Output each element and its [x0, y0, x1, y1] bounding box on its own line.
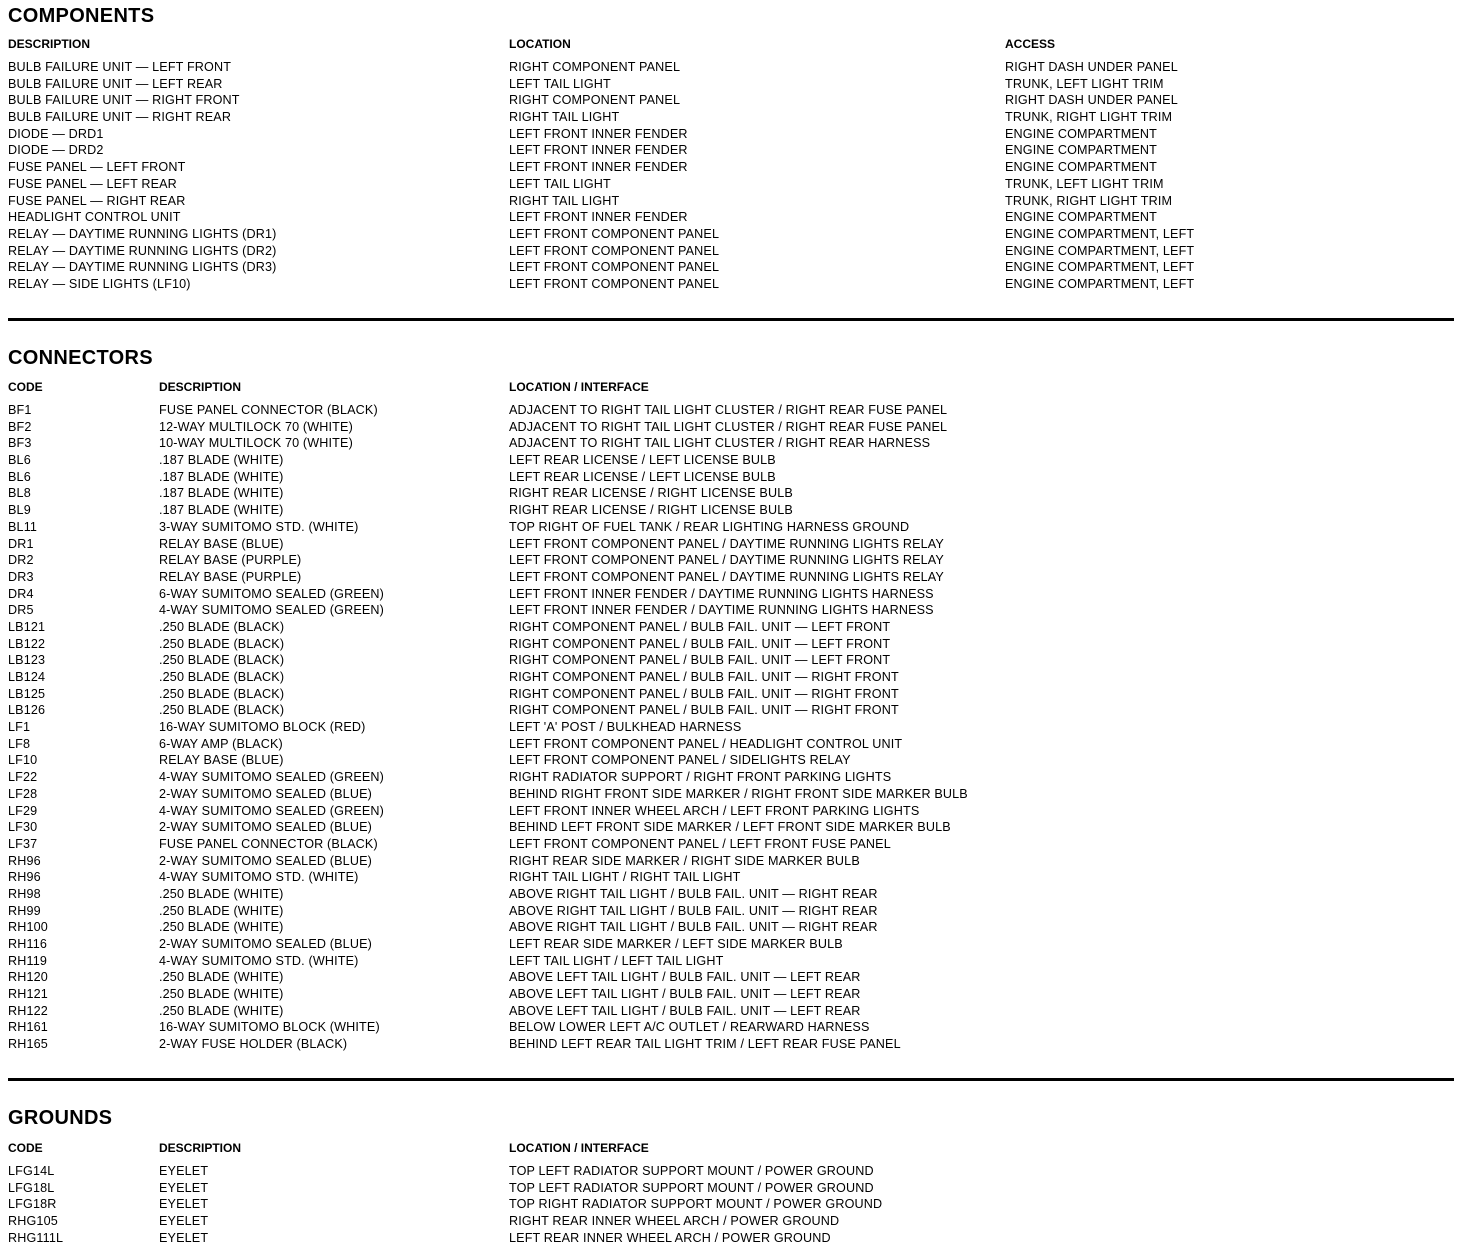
table-row [8, 736, 1454, 753]
ground-location: TOP RIGHT RADIATOR SUPPORT MOUNT / POWER GROUND [509, 1197, 883, 1212]
connector-description: FUSE PANEL CONNECTOR (BLACK) [159, 836, 378, 851]
component-description: FUSE PANEL — RIGHT REAR [8, 193, 186, 208]
table-row [8, 1019, 1454, 1036]
section-divider [8, 318, 1454, 321]
ground-code: LFG14L [8, 1164, 55, 1178]
connector-code: DR2 [8, 553, 34, 568]
components-header-location: LOCATION [509, 37, 571, 51]
ground-location: TOP LEFT RADIATOR SUPPORT MOUNT / POWER GROUND [509, 1180, 874, 1195]
connector-code: LF29 [8, 803, 38, 818]
table-row [8, 1163, 1454, 1180]
table-row [8, 819, 1454, 836]
component-location: LEFT FRONT COMPONENT PANEL [509, 276, 720, 291]
component-location: LEFT FRONT COMPONENT PANEL [509, 243, 720, 258]
connector-location: LEFT FRONT INNER FENDER / DAYTIME RUNNING LIGHTS HARNESS [509, 586, 934, 601]
connector-location: ABOVE LEFT TAIL LIGHT / BULB FAIL. UNIT — LEFT REAR [509, 987, 861, 1002]
connector-location: RIGHT COMPONENT PANEL / BULB FAIL. UNIT — RIGHT FRONT [509, 670, 899, 684]
component-access: TRUNK, LEFT LIGHT TRIM [1005, 176, 1164, 191]
components-header-description: DESCRIPTION [8, 37, 91, 51]
ground-description: EYELET [159, 1197, 209, 1212]
component-location: RIGHT TAIL LIGHT [509, 193, 620, 208]
connector-description: 2-WAY SUMITOMO SEALED (BLUE) [159, 937, 372, 951]
table-row [8, 652, 1454, 669]
connector-location: LEFT FRONT COMPONENT PANEL / SIDELIGHTS RELAY [509, 753, 851, 768]
component-access: TRUNK, LEFT LIGHT TRIM [1005, 76, 1164, 91]
connectors-title: CONNECTORS [8, 347, 153, 369]
table-row [8, 402, 1454, 419]
table-row [8, 435, 1454, 452]
table-row [8, 276, 1454, 293]
connector-description: 4-WAY SUMITOMO SEALED (GREEN) [159, 770, 385, 785]
connector-description: 3-WAY SUMITOMO STD. (WHITE) [159, 519, 359, 534]
connector-location: ABOVE LEFT TAIL LIGHT / BULB FAIL. UNIT — LEFT REAR [509, 1003, 861, 1018]
component-access: ENGINE COMPARTMENT [1005, 126, 1157, 141]
connector-code: LB122 [8, 636, 46, 651]
table-row [8, 702, 1454, 719]
table-row [8, 59, 1454, 76]
component-access: ENGINE COMPARTMENT, LEFT [1005, 260, 1195, 275]
component-access: ENGINE COMPARTMENT, LEFT [1005, 243, 1195, 258]
connector-code: RH96 [8, 853, 41, 868]
connector-description: .250 BLADE (BLACK) [159, 653, 285, 668]
table-row [8, 209, 1454, 226]
connector-code: LF28 [8, 786, 38, 801]
connector-description: .187 BLADE (WHITE) [159, 486, 284, 501]
connector-code: LF1 [8, 720, 31, 735]
ground-location: LEFT REAR INNER WHEEL ARCH / POWER GROUND [509, 1230, 831, 1245]
connector-code: BF1 [8, 403, 32, 417]
connector-description: 16-WAY SUMITOMO BLOCK (WHITE) [159, 1020, 380, 1035]
connector-code: RH96 [8, 870, 41, 885]
connector-description: 2-WAY SUMITOMO SEALED (BLUE) [159, 820, 372, 835]
component-description: RELAY — SIDE LIGHTS (LF10) [8, 276, 191, 291]
connector-location: BELOW LOWER LEFT A/C OUTLET / REARWARD HARNESS [509, 1020, 870, 1035]
component-description: RELAY — DAYTIME RUNNING LIGHTS (DR1) [8, 226, 277, 241]
ground-code: RHG111L [8, 1230, 64, 1245]
component-location: RIGHT TAIL LIGHT [509, 110, 620, 125]
connector-location: LEFT TAIL LIGHT / LEFT TAIL LIGHT [509, 953, 724, 968]
connector-location: BEHIND LEFT REAR TAIL LIGHT TRIM / LEFT REAR FUSE PANEL [509, 1037, 901, 1052]
connector-code: RH121 [8, 987, 48, 1002]
connector-code: LB124 [8, 670, 46, 684]
connector-code: LF10 [8, 753, 38, 768]
connector-code: BL8 [8, 486, 31, 501]
table-row [8, 903, 1454, 920]
components-title: COMPONENTS [8, 5, 155, 27]
component-location: LEFT TAIL LIGHT [509, 76, 611, 91]
table-row [8, 226, 1454, 243]
component-location: RIGHT COMPONENT PANEL [509, 93, 681, 108]
connector-description: 4-WAY SUMITOMO SEALED (GREEN) [159, 603, 385, 618]
component-description: FUSE PANEL — LEFT REAR [8, 176, 177, 191]
table-row [8, 485, 1454, 502]
table-row [8, 769, 1454, 786]
connector-description: .250 BLADE (BLACK) [159, 670, 285, 684]
table-row [8, 602, 1454, 619]
table-row [8, 552, 1454, 569]
table-row [8, 92, 1454, 109]
connectors-table [8, 402, 1454, 1053]
connector-description: RELAY BASE (PURPLE) [159, 553, 302, 568]
table-row [8, 76, 1454, 93]
connectors-header-description: DESCRIPTION [159, 380, 242, 394]
section-divider [8, 1078, 1454, 1081]
connector-description: .187 BLADE (WHITE) [159, 469, 284, 484]
connector-location: LEFT FRONT COMPONENT PANEL / HEADLIGHT CONTROL UNIT [509, 736, 903, 751]
connector-location: RIGHT COMPONENT PANEL / BULB FAIL. UNIT — RIGHT FRONT [509, 703, 899, 718]
component-location: LEFT FRONT INNER FENDER [509, 210, 688, 225]
connector-code: BF2 [8, 419, 32, 434]
connector-description: .187 BLADE (WHITE) [159, 503, 284, 518]
connector-code: LF22 [8, 770, 38, 785]
component-description: RELAY — DAYTIME RUNNING LIGHTS (DR2) [8, 243, 277, 258]
connector-location: LEFT FRONT INNER WHEEL ARCH / LEFT FRONT PARKING LIGHTS [509, 803, 920, 818]
connector-location: RIGHT COMPONENT PANEL / BULB FAIL. UNIT — LEFT FRONT [509, 619, 891, 634]
connector-location: RIGHT COMPONENT PANEL / BULB FAIL. UNIT — RIGHT FRONT [509, 686, 899, 701]
connector-code: DR3 [8, 569, 34, 584]
connector-description: 4-WAY SUMITOMO STD. (WHITE) [159, 953, 359, 968]
component-description: RELAY — DAYTIME RUNNING LIGHTS (DR3) [8, 260, 277, 275]
table-row [8, 469, 1454, 486]
connector-description: .250 BLADE (WHITE) [159, 920, 284, 935]
connector-location: LEFT FRONT COMPONENT PANEL / DAYTIME RUNNING LIGHTS RELAY [509, 553, 944, 568]
component-location: LEFT FRONT INNER FENDER [509, 126, 688, 141]
connector-location: LEFT REAR LICENSE / LEFT LICENSE BULB [509, 469, 776, 484]
connector-code: LB123 [8, 653, 46, 668]
component-description: BULB FAILURE UNIT — RIGHT REAR [8, 110, 232, 125]
ground-description: EYELET [159, 1180, 209, 1195]
table-row [8, 869, 1454, 886]
components-table [8, 59, 1454, 293]
connector-location: LEFT 'A' POST / BULKHEAD HARNESS [509, 720, 742, 735]
connector-description: 4-WAY SUMITOMO SEALED (GREEN) [159, 803, 385, 818]
connector-location: BEHIND LEFT FRONT SIDE MARKER / LEFT FRONT SIDE MARKER BULB [509, 820, 951, 835]
connector-location: RIGHT COMPONENT PANEL / BULB FAIL. UNIT — LEFT FRONT [509, 653, 891, 668]
table-row [8, 1180, 1454, 1197]
table-row [8, 142, 1454, 159]
component-description: BULB FAILURE UNIT — LEFT REAR [8, 76, 223, 91]
component-access: TRUNK, RIGHT LIGHT TRIM [1005, 193, 1173, 208]
connector-code: BL11 [8, 519, 38, 534]
grounds-header-code: CODE [8, 1141, 43, 1155]
connector-location: LEFT REAR SIDE MARKER / LEFT SIDE MARKER BULB [509, 937, 843, 951]
connector-description: 10-WAY MULTILOCK 70 (WHITE) [159, 436, 353, 451]
connector-location: RIGHT REAR LICENSE / RIGHT LICENSE BULB [509, 503, 793, 518]
table-row [8, 719, 1454, 736]
connector-code: LB125 [8, 686, 46, 701]
connector-description: 2-WAY FUSE HOLDER (BLACK) [159, 1037, 348, 1052]
connector-code: BL9 [8, 503, 31, 518]
table-row [8, 919, 1454, 936]
connector-description: .187 BLADE (WHITE) [159, 453, 284, 468]
component-description: DIODE — DRD1 [8, 126, 104, 141]
connector-description: 6-WAY AMP (BLACK) [159, 736, 283, 751]
table-row [8, 752, 1454, 769]
grounds-header-description: DESCRIPTION [159, 1141, 242, 1155]
connector-location: LEFT FRONT COMPONENT PANEL / DAYTIME RUNNING LIGHTS RELAY [509, 536, 944, 551]
connector-code: BF3 [8, 436, 32, 451]
table-row [8, 109, 1454, 126]
component-access: ENGINE COMPARTMENT, LEFT [1005, 276, 1195, 291]
connector-description: RELAY BASE (BLUE) [159, 753, 284, 768]
component-location: LEFT FRONT COMPONENT PANEL [509, 260, 720, 275]
component-location: LEFT FRONT INNER FENDER [509, 143, 688, 158]
connector-code: RH98 [8, 886, 41, 901]
connector-location: ADJACENT TO RIGHT TAIL LIGHT CLUSTER / RIGHT REAR FUSE PANEL [509, 403, 948, 417]
connector-location: BEHIND RIGHT FRONT SIDE MARKER / RIGHT FRONT SIDE MARKER BULB [509, 786, 968, 801]
component-access: TRUNK, RIGHT LIGHT TRIM [1005, 110, 1173, 125]
table-row [8, 1213, 1454, 1230]
connectors-header-code: CODE [8, 380, 43, 394]
component-location: LEFT FRONT INNER FENDER [509, 160, 688, 175]
ground-code: LFG18R [8, 1197, 57, 1212]
connector-code: RH100 [8, 920, 48, 935]
ground-description: EYELET [159, 1164, 209, 1178]
connector-location: RIGHT TAIL LIGHT / RIGHT TAIL LIGHT [509, 870, 741, 885]
connector-location: ADJACENT TO RIGHT TAIL LIGHT CLUSTER / RIGHT REAR FUSE PANEL [509, 419, 948, 434]
ground-location: TOP LEFT RADIATOR SUPPORT MOUNT / POWER GROUND [509, 1164, 874, 1178]
table-row [8, 853, 1454, 870]
connector-location: RIGHT REAR SIDE MARKER / RIGHT SIDE MARKER BULB [509, 853, 860, 868]
connector-code: RH99 [8, 903, 41, 918]
connector-location: ABOVE LEFT TAIL LIGHT / BULB FAIL. UNIT — LEFT REAR [509, 970, 861, 985]
connector-location: LEFT FRONT INNER FENDER / DAYTIME RUNNING LIGHTS HARNESS [509, 603, 934, 618]
table-row [8, 786, 1454, 803]
ground-location: RIGHT REAR INNER WHEEL ARCH / POWER GROUND [509, 1214, 840, 1229]
table-row [8, 1003, 1454, 1020]
ground-description: EYELET [159, 1214, 209, 1229]
table-row [8, 686, 1454, 703]
connector-code: LF37 [8, 836, 38, 851]
table-row [8, 193, 1454, 210]
connector-description: 6-WAY SUMITOMO SEALED (GREEN) [159, 586, 385, 601]
component-location: LEFT FRONT COMPONENT PANEL [509, 226, 720, 241]
connector-code: RH116 [8, 937, 48, 951]
table-row [8, 986, 1454, 1003]
connector-location: ADJACENT TO RIGHT TAIL LIGHT CLUSTER / RIGHT REAR HARNESS [509, 436, 931, 451]
connector-description: 12-WAY MULTILOCK 70 (WHITE) [159, 419, 353, 434]
connector-code: RH120 [8, 970, 48, 985]
ground-code: RHG105 [8, 1214, 58, 1229]
connector-description: .250 BLADE (WHITE) [159, 1003, 284, 1018]
connector-description: .250 BLADE (BLACK) [159, 619, 285, 634]
component-description: DIODE — DRD2 [8, 143, 104, 158]
table-row [8, 126, 1454, 143]
connector-code: RH119 [8, 953, 48, 968]
connector-code: LF30 [8, 820, 38, 835]
table-row [8, 619, 1454, 636]
connector-code: LB126 [8, 703, 46, 718]
component-access: ENGINE COMPARTMENT [1005, 210, 1157, 225]
connector-location: RIGHT RADIATOR SUPPORT / RIGHT FRONT PARKING LIGHTS [509, 770, 892, 785]
table-row [8, 519, 1454, 536]
table-row [8, 969, 1454, 986]
table-row [8, 1196, 1454, 1213]
connector-description: .250 BLADE (WHITE) [159, 886, 284, 901]
component-access: ENGINE COMPARTMENT [1005, 143, 1157, 158]
connector-location: ABOVE RIGHT TAIL LIGHT / BULB FAIL. UNIT — RIGHT REAR [509, 920, 878, 935]
table-row [8, 1230, 1454, 1247]
grounds-table [8, 1163, 1454, 1246]
connector-location: LEFT FRONT COMPONENT PANEL / DAYTIME RUNNING LIGHTS RELAY [509, 569, 944, 584]
table-row [8, 176, 1454, 193]
table-row [8, 836, 1454, 853]
connector-description: RELAY BASE (BLUE) [159, 536, 284, 551]
connectors-header-location: LOCATION / INTERFACE [509, 380, 649, 394]
connector-code: RH161 [8, 1020, 48, 1035]
grounds-header-location: LOCATION / INTERFACE [509, 1141, 649, 1155]
component-location: RIGHT COMPONENT PANEL [509, 60, 681, 74]
grounds-title: GROUNDS [8, 1107, 113, 1129]
component-description: FUSE PANEL — LEFT FRONT [8, 160, 186, 175]
table-row [8, 803, 1454, 820]
components-header-access: ACCESS [1005, 37, 1056, 51]
table-row [8, 669, 1454, 686]
table-row [8, 936, 1454, 953]
table-row [8, 243, 1454, 260]
connector-code: LF8 [8, 736, 31, 751]
connector-description: .250 BLADE (WHITE) [159, 903, 284, 918]
component-description: BULB FAILURE UNIT — RIGHT FRONT [8, 93, 240, 108]
connector-code: BL6 [8, 469, 31, 484]
connector-location: RIGHT REAR LICENSE / RIGHT LICENSE BULB [509, 486, 793, 501]
connector-description: 2-WAY SUMITOMO SEALED (BLUE) [159, 853, 372, 868]
connector-description: .250 BLADE (BLACK) [159, 636, 285, 651]
table-row [8, 259, 1454, 276]
table-row [8, 953, 1454, 970]
connector-code: DR4 [8, 586, 34, 601]
table-row [8, 586, 1454, 603]
connector-description: .250 BLADE (WHITE) [159, 970, 284, 985]
component-access: ENGINE COMPARTMENT, LEFT [1005, 226, 1195, 241]
connector-code: DR1 [8, 536, 34, 551]
connector-location: LEFT FRONT COMPONENT PANEL / LEFT FRONT FUSE PANEL [509, 836, 891, 851]
table-row [8, 636, 1454, 653]
table-row [8, 1036, 1454, 1053]
connector-location: LEFT REAR LICENSE / LEFT LICENSE BULB [509, 453, 776, 468]
connector-code: RH122 [8, 1003, 48, 1018]
connector-description: FUSE PANEL CONNECTOR (BLACK) [159, 403, 378, 417]
connector-code: DR5 [8, 603, 34, 618]
table-row [8, 502, 1454, 519]
table-row [8, 886, 1454, 903]
connector-location: TOP RIGHT OF FUEL TANK / REAR LIGHTING HARNESS GROUND [509, 519, 910, 534]
connector-description: .250 BLADE (WHITE) [159, 987, 284, 1002]
ground-code: LFG18L [8, 1180, 55, 1195]
connector-location: ABOVE RIGHT TAIL LIGHT / BULB FAIL. UNIT — RIGHT REAR [509, 886, 878, 901]
ground-description: EYELET [159, 1230, 209, 1245]
table-row [8, 536, 1454, 553]
connector-code: RH165 [8, 1037, 48, 1052]
component-access: ENGINE COMPARTMENT [1005, 160, 1157, 175]
component-description: BULB FAILURE UNIT — LEFT FRONT [8, 60, 232, 74]
connector-description: 4-WAY SUMITOMO STD. (WHITE) [159, 870, 359, 885]
connector-description: .250 BLADE (BLACK) [159, 703, 285, 718]
connector-location: ABOVE RIGHT TAIL LIGHT / BULB FAIL. UNIT — RIGHT REAR [509, 903, 878, 918]
table-row [8, 159, 1454, 176]
connector-description: 16-WAY SUMITOMO BLOCK (RED) [159, 720, 366, 735]
connector-code: LB121 [8, 619, 46, 634]
connector-description: RELAY BASE (PURPLE) [159, 569, 302, 584]
component-access: RIGHT DASH UNDER PANEL [1005, 60, 1178, 74]
table-row [8, 419, 1454, 436]
component-description: HEADLIGHT CONTROL UNIT [8, 210, 181, 225]
connector-location: RIGHT COMPONENT PANEL / BULB FAIL. UNIT — LEFT FRONT [509, 636, 891, 651]
connector-code: BL6 [8, 453, 31, 468]
table-row [8, 569, 1454, 586]
table-row [8, 452, 1454, 469]
connector-description: 2-WAY SUMITOMO SEALED (BLUE) [159, 786, 372, 801]
connector-description: .250 BLADE (BLACK) [159, 686, 285, 701]
component-location: LEFT TAIL LIGHT [509, 176, 611, 191]
component-access: RIGHT DASH UNDER PANEL [1005, 93, 1178, 108]
